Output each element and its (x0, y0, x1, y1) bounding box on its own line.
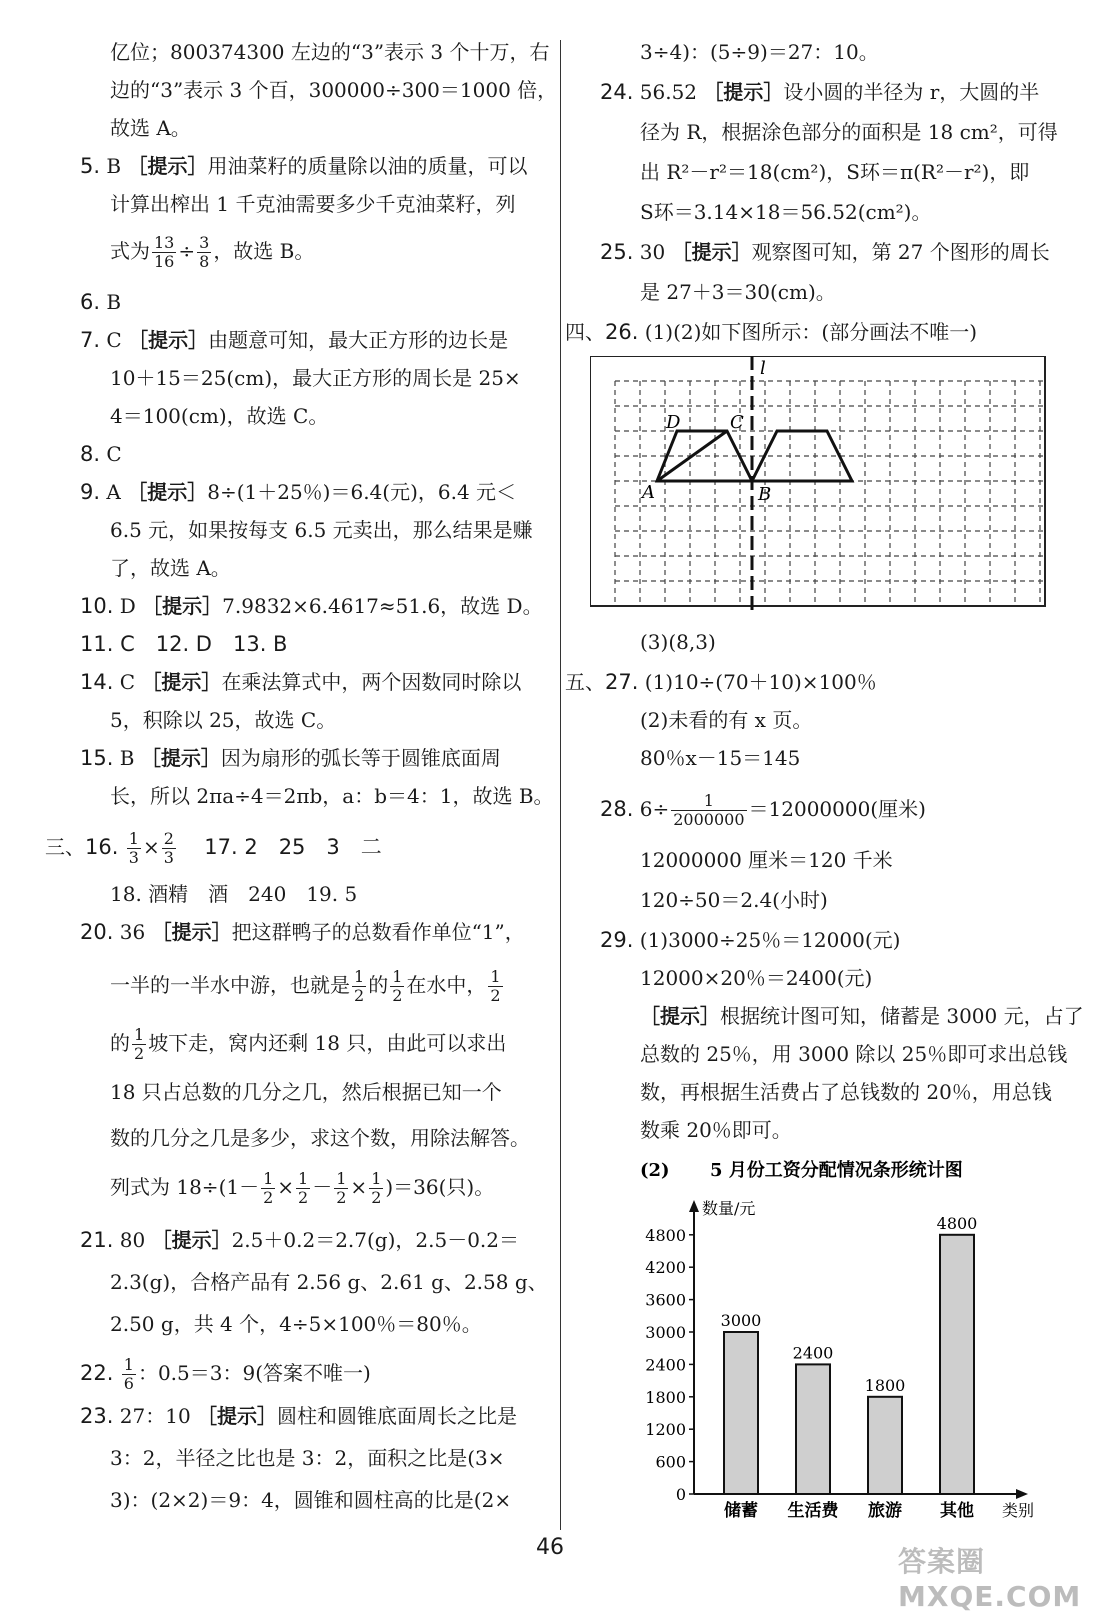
operator: × (142, 835, 160, 859)
hint-tag: ［提示］ (151, 920, 232, 944)
answer-choice: C (106, 442, 122, 466)
watermark: 答案圈 MXQE.COM (898, 1545, 1082, 1613)
question-number: 15. (80, 746, 114, 770)
label-l: l (760, 358, 766, 379)
question-number: 25. (600, 240, 634, 264)
y-tick-label: 600 (655, 1452, 686, 1472)
text-line: 4＝100(cm)，故选 C。 (110, 404, 329, 428)
fraction (132, 1026, 146, 1063)
answer-27 (565, 668, 877, 696)
hint-text: 观察图可知，第 27 个图形的周长 (751, 240, 1050, 264)
bar-chart (630, 1154, 1060, 1534)
text: 的 (110, 1031, 130, 1055)
text: ，故选 B。 (213, 239, 315, 263)
answer-15 (80, 744, 501, 772)
answer-23 (80, 1402, 517, 1430)
fraction (369, 1170, 383, 1207)
bar-1 (724, 1332, 758, 1494)
bar-data-label: 3000 (720, 1311, 762, 1330)
hint-text: 2.5＋0.2＝2.7(g)，2.5－0.2＝ (231, 1228, 520, 1252)
question-number: 9. (80, 480, 101, 504)
label-c: C (730, 412, 744, 433)
answer-21 (80, 1226, 519, 1254)
text: ：0.5＝3：9(答案不唯一) (137, 1361, 371, 1385)
numerator: 1 (392, 967, 403, 986)
question-number: 21. (80, 1228, 114, 1252)
numerator: 2 (163, 829, 174, 848)
answer-10 (80, 592, 543, 620)
numerator: 1 (490, 967, 501, 986)
text-line: 3)：(2×2)＝9：4，圆锥和圆柱高的比是(2× (110, 1488, 512, 1512)
text-line: 数的几分之几是多少，求这个数，用除法解答。 (110, 1126, 530, 1150)
text: 列式为 18÷(1－ (110, 1175, 260, 1199)
hint-tag: ［提示］ (197, 1404, 278, 1428)
numerator: 1 (354, 967, 365, 986)
denominator: 6 (123, 1374, 134, 1393)
numerator: 1 (128, 829, 139, 848)
text: (1)10÷(70＋10)×100％ (644, 670, 877, 694)
text-line: 是 27＋3＝30(cm)。 (640, 280, 836, 304)
answer-26-3: (3)(8,3) (640, 630, 716, 654)
numerator: 1 (336, 1169, 347, 1188)
bar-2 (796, 1364, 830, 1494)
section-label: 五、 (565, 670, 605, 694)
numerator: 3 (199, 233, 210, 252)
question-number: 6. (80, 290, 101, 314)
question-number: 16. (85, 835, 119, 859)
label-b: B (758, 484, 772, 505)
hint-text: 在乘法算式中，两个因数同时除以 (221, 670, 522, 694)
answer-choice: C (106, 328, 122, 352)
chart-part-label: (2) (640, 1160, 670, 1181)
y-tick-label: 3600 (645, 1290, 686, 1310)
denominator: 2 (354, 986, 365, 1005)
question-number: 14. (80, 670, 114, 694)
numerator: 1 (123, 1355, 134, 1374)
hint-text: 圆柱和圆锥底面周长之比是 (277, 1404, 518, 1428)
formula-line (110, 234, 314, 271)
question-number: 26. (605, 320, 639, 344)
denominator: 8 (199, 252, 210, 271)
numerator: 13 (154, 233, 175, 252)
y-tick-label: 4800 (645, 1225, 686, 1245)
text-line: 亿位；800374300 左边的“3”表示 3 个十万，右 (110, 40, 550, 64)
answer-25 (600, 238, 1050, 266)
label-a: A (642, 482, 655, 503)
x-category-label: 其他 (940, 1501, 974, 1521)
answer-value: 30 (639, 240, 666, 264)
y-tick-label: 3000 (645, 1323, 686, 1342)
bar-4 (940, 1235, 974, 1494)
text-line: (2)未看的有 x 页。 (640, 708, 813, 732)
formula-line (110, 968, 505, 1005)
text-line: 12000×20％＝2400(元) (640, 966, 873, 990)
fraction (488, 968, 502, 1005)
answers-11-13: 11. C 12. D 13. B (80, 632, 288, 656)
text-line: 径为 R，根据涂色部分的面积是 18 cm²，可得 (640, 120, 1058, 144)
hint-text: 用油菜籽的质量除以油的质量，可以 (207, 154, 528, 178)
y-tick-label: 1800 (645, 1387, 686, 1407)
numerator: 1 (371, 1169, 382, 1188)
operator: ÷ (178, 239, 196, 263)
hint-text: 由题意可知，最大正方形的边长是 (208, 328, 509, 352)
bar-3 (868, 1397, 902, 1494)
fraction (152, 234, 176, 271)
fraction (122, 1356, 136, 1393)
text-line: 计算出榨出 1 千克油需要多少千克油菜籽，列 (110, 192, 516, 216)
denominator: 3 (128, 848, 139, 867)
question-number: 8. (80, 442, 101, 466)
denominator: 2 (336, 1188, 347, 1207)
text: (1)(2)如下图所示：(部分画法不唯一) (644, 320, 978, 344)
numerator: 1 (298, 1169, 309, 1188)
text-line: 了，故选 A。 (110, 556, 231, 580)
question-number: 27. (605, 670, 639, 694)
text: 坡下走，窝内还剩 18 只，由此可以求出 (148, 1031, 507, 1055)
hint-tag: ［提示］ (151, 1228, 232, 1252)
operator: × (350, 1175, 368, 1199)
fraction (671, 792, 746, 829)
answer-24 (600, 78, 1039, 106)
hint-text: 把这群鸭子的总数看作单位“1”， (231, 920, 525, 944)
x-category-label: 生活费 (787, 1501, 839, 1521)
hint-tag: ［提示］ (671, 240, 752, 264)
answers-18-19: 18. 酒精 酒 240 19. 5 (110, 882, 358, 906)
question-number: 22. (80, 1361, 114, 1385)
x-category-label: 储蓄 (724, 1501, 758, 1521)
answer-29 (600, 926, 900, 954)
text-line: 数乘 20％即可。 (640, 1118, 792, 1142)
fraction (162, 830, 176, 867)
answer-9 (80, 478, 516, 506)
hint-tag: ［提示］ (703, 80, 784, 104)
operator: × (277, 1175, 295, 1199)
denominator: 2 (298, 1188, 309, 1207)
numerator: 1 (134, 1025, 145, 1044)
answer-17: 17. 2 25 3 二 (204, 835, 382, 859)
answer-choice: B (106, 154, 122, 178)
hint-text: 根据统计图可知，储蓄是 3000 元，占了 (720, 1004, 1084, 1028)
bar-data-label: 1800 (864, 1375, 906, 1395)
question-number: 7. (80, 328, 101, 352)
hint-tag: ［提示］ (142, 594, 223, 618)
denominator: 2 (490, 986, 501, 1005)
answer-5 (80, 152, 527, 180)
chart-title: 5 月份工资分配情况条形统计图 (710, 1160, 963, 1181)
denominator: 2 (392, 986, 403, 1005)
answer-20 (80, 918, 525, 946)
question-number: 28. (600, 797, 634, 821)
answer-choice: B (106, 290, 122, 314)
question-number: 29. (600, 928, 634, 952)
answer-8 (80, 440, 122, 468)
question-number: 24. (600, 80, 634, 104)
denominator: 3 (163, 848, 174, 867)
question-number: 10. (80, 594, 114, 618)
answer-14 (80, 668, 521, 696)
answer-choice: C (119, 670, 136, 694)
formula-line (110, 1026, 506, 1063)
answer-value: 36 (119, 920, 146, 944)
answer-26 (565, 318, 977, 346)
answer-value: 27：10 (119, 1404, 191, 1428)
answer-6 (80, 288, 121, 316)
hint-tag: ［提示］ (640, 1004, 720, 1028)
y-axis-arrow (689, 1200, 699, 1212)
fraction (127, 830, 141, 867)
text-line (640, 1002, 1084, 1030)
hint-tag: ［提示］ (127, 480, 208, 504)
fraction (197, 234, 211, 271)
text-line: S环＝3.14×18＝56.52(cm²)。 (640, 200, 932, 224)
bar-data-label: 2400 (792, 1343, 834, 1363)
text: )＝36(只)。 (385, 1175, 495, 1199)
text-line: 6.5 元，如果按每支 6.5 元卖出，那么结果是赚 (110, 518, 533, 542)
hint-text: 因为扇形的弧长等于圆锥底面周 (220, 746, 501, 770)
answer-choice: B (119, 746, 135, 770)
text-line: 18 只占总数的几分之几，然后根据已知一个 (110, 1080, 502, 1104)
question-number: 20. (80, 920, 114, 944)
answer-value: 80 (119, 1228, 146, 1252)
grid-figure (590, 356, 1060, 616)
text: 式为 (110, 239, 150, 263)
text-line: 3÷4)：(5÷9)＝27：10。 (640, 40, 879, 64)
hint-text: 7.9832×6.4617≈51.6，故选 D。 (222, 594, 543, 618)
text: ＝12000000(厘米) (748, 797, 926, 821)
answer-28 (600, 792, 926, 829)
formula-line (110, 1170, 494, 1207)
y-tick-label: 1200 (645, 1420, 686, 1440)
text-line: 2.3(g)，合格产品有 2.56 g、2.61 g、2.58 g、 (110, 1270, 548, 1294)
y-tick-label: 0 (675, 1485, 686, 1504)
text-line: 12000000 厘米＝120 千米 (640, 848, 893, 872)
text-line: 边的“3”表示 3 个百，300000÷300＝1000 倍， (110, 78, 558, 102)
translated-trapezoid (752, 431, 852, 481)
x-axis-arrow (1016, 1489, 1028, 1499)
y-tick-label: 2400 (645, 1355, 686, 1375)
denominator: 2 (134, 1044, 145, 1063)
answer-16-17 (45, 830, 382, 867)
denominator: 2000000 (673, 810, 745, 829)
hint-tag: ［提示］ (127, 154, 208, 178)
text-line: 10＋15＝25(cm)，最大正方形的周长是 25× (110, 366, 521, 390)
text-line: 2.50 g，共 4 个，4÷5×100％＝80％。 (110, 1312, 482, 1336)
section-label: 四、 (565, 320, 605, 344)
text-line: 总数的 25％，用 3000 除以 25％即可求出总钱 (640, 1042, 1068, 1066)
text: 的 (368, 973, 389, 997)
text-line: 5，积除以 25，故选 C。 (110, 708, 337, 732)
text-line: 数，再根据生活费占了总钱数的 20％，用总钱 (640, 1080, 1052, 1104)
x-axis-label: 类别 (1002, 1501, 1035, 1520)
hint-text: 设小圆的半径为 r，大圆的半 (783, 80, 1040, 104)
answer-choice: A (106, 480, 121, 504)
fraction (352, 968, 366, 1005)
answer-choice: D (119, 594, 136, 618)
answer-22 (80, 1356, 371, 1393)
text-line: 80％x－15＝145 (640, 746, 801, 770)
denominator: 2 (371, 1188, 382, 1207)
text-line: 出 R²－r²＝18(cm²)，S环＝π(R²－r²)，即 (640, 160, 1030, 184)
question-number: 23. (80, 1404, 114, 1428)
text-line: 3：2，半径之比也是 3：2，面积之比是(3× (110, 1446, 505, 1470)
fraction (296, 1170, 310, 1207)
denominator: 2 (263, 1188, 274, 1207)
page-number: 46 (536, 1535, 564, 1560)
denominator: 16 (154, 252, 175, 271)
hint-text: 8÷(1＋25％)＝6.4(元)，6.4 元＜ (207, 480, 517, 504)
hint-tag: ［提示］ (128, 328, 209, 352)
question-number: 5. (80, 154, 101, 178)
text: 在水中， (406, 973, 487, 997)
y-tick-label: 4200 (645, 1258, 686, 1278)
fraction (334, 1170, 348, 1207)
fraction (390, 968, 404, 1005)
fraction (261, 1170, 275, 1207)
hint-tag: ［提示］ (141, 670, 222, 694)
text: (1)3000÷25％＝12000(元) (639, 928, 901, 952)
answer-7 (80, 326, 508, 354)
hint-tag: ［提示］ (140, 746, 221, 770)
text-line: 长，所以 2πa÷4＝2πb，a：b＝4：1，故选 B。 (110, 784, 554, 808)
answer-value: 56.52 (639, 80, 698, 104)
text: 一半的一半水中游，也就是 (110, 973, 350, 997)
section-label: 三、 (45, 835, 85, 859)
operator: － (312, 1175, 333, 1199)
numerator: 1 (263, 1169, 274, 1188)
x-category-label: 旅游 (868, 1501, 902, 1521)
column-divider (560, 40, 561, 1530)
text-line: 故选 A。 (110, 116, 191, 140)
bar-data-label: 4800 (936, 1213, 978, 1233)
numerator: 1 (671, 792, 746, 811)
text: 6÷ (639, 797, 670, 821)
y-axis-label: 数量/元 (702, 1199, 756, 1218)
label-d: D (666, 412, 681, 433)
text-line: 120÷50＝2.4(小时) (640, 888, 828, 912)
